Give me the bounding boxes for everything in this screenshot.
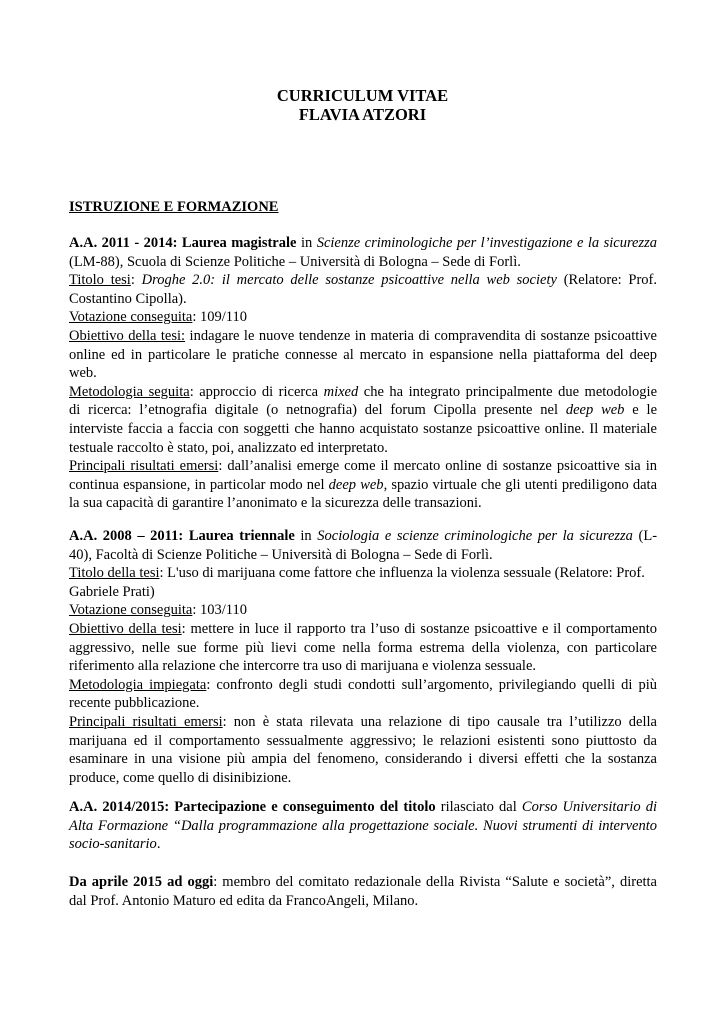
entry-line: Gabriele Prati): [69, 583, 155, 600]
entry-line: marijuana ed il comportamento sessualmente aggressivo; le relazioni esistenti sono piuttosto da: [69, 732, 657, 749]
entry-line: produce, come quello di disinibizione.: [69, 769, 292, 786]
grade-value: : 109/110: [192, 309, 248, 326]
entry-line: Obiettivo della tesi: mettere in luce il rapporto tra l’uso di sostanze psicoattive e il comportamento: [69, 620, 658, 637]
entry-line: A.A. 2014/2015: Partecipazione e conseguimento del titolo rilasciato dal Corso Universitario di: [69, 799, 658, 815]
entry-period: A.A. 2008 – 2011:: [69, 528, 184, 544]
entry-line: recente pubblicazione.: [69, 695, 200, 712]
entry-laurea-magistrale: [69, 234, 657, 513]
entry-line: esaminare in una visione più ampia del fenomeno, considerando i diversi effetti che la sostanza: [69, 751, 657, 768]
entry-line: continua espansione, in particolar modo nel deep web, spazio virtuale che gli utenti prediligono data: [69, 476, 658, 493]
entry-line: Alta Formazione “Dalla programmazione alla progettazione sociale. Nuovi strumenti di intervento: [69, 817, 657, 834]
entry-line: A.A. 2011 - 2014: Laurea magistrale in Scienze criminologiche per l’investigazione e la sicurezza: [69, 235, 658, 251]
entry-line: interviste faccia a faccia con soggetti che hanno acquistato sostanze psicoattive online. Il materiale: [69, 420, 657, 437]
entry-line: di ricerca: l’etnografia digitale (o netnografia) del forum Cipolla presente nel deep web e le: [69, 402, 658, 419]
entry-line: socio-sanitario.: [69, 836, 161, 853]
method-label: Metodologia seguita: [69, 383, 190, 400]
person-name: FLAVIA ATZORI: [298, 105, 427, 124]
entry-rivista: [69, 873, 657, 910]
entry-line: (LM-88), Scuola di Scienze Politiche – Università di Bologna – Sede di Forlì.: [69, 253, 521, 270]
entry-line: Da aprile 2015 ad oggi: membro del comitato redazionale della Rivista “Salute e società”, diretta: [69, 874, 657, 890]
grade-label: Votazione conseguita: [69, 309, 193, 326]
entry-line: Principali risultati emersi: dall’analisi emerge come il mercato online di sostanze psicoattive sia in: [69, 458, 657, 475]
section-heading-education: ISTRUZIONE E FORMAZIONE: [69, 199, 279, 215]
entry-line: Costantino Cipolla).: [69, 290, 187, 307]
entry-line: la sua capacità di garantire l’anonimato e la sicurezza delle transazioni.: [69, 495, 482, 512]
course-name: Corso Universitario di: [521, 799, 658, 815]
entry-line: Principali risultati emersi: non è stata rilevata una relazione di tipo causale tra l’utilizzo della: [69, 713, 657, 730]
entry-period: A.A. 2011 - 2014:: [69, 235, 178, 251]
entry-line: online ed in particolare le pratiche connesse al mercato in espansione nella piattaforma del deep: [69, 346, 657, 363]
entry-period: Da aprile 2015 ad oggi: [69, 874, 214, 890]
grade-label: Votazione conseguita: [69, 602, 193, 619]
thesis-label: Titolo tesi: [69, 272, 131, 289]
thesis-label: Titolo della tesi: [69, 565, 160, 582]
method-label: Metodologia impiegata: [69, 676, 207, 693]
entry-line: aggressivo, nelle sue forme più lievi come nella forma estrema della violenza, con particolare: [69, 639, 657, 656]
entry-line: 40), Facoltà di Scienze Politiche – Università di Bologna – Sede di Forlì.: [69, 546, 493, 563]
course-name: Scienze criminologiche per l’investigazione e la sicurezza: [316, 235, 658, 251]
entry-line: Obiettivo della tesi: indagare le nuove tendenze in materia di compravendita di sostanze psicoattive: [69, 327, 657, 344]
entry-line: A.A. 2008 – 2011: Laurea triennale in Sociologia e scienze criminologiche per la sicurezza (L-: [69, 528, 658, 544]
entry-line: dal Prof. Antonio Maturo ed edita da FrancoAngeli, Milano.: [69, 892, 419, 909]
entry-line: testuale raccolto è stato, poi, analizzato ed interpretato.: [69, 439, 388, 456]
thesis-title: : L'uso di marijuana come fattore che influenza la violenza sessuale (Relatore: Prof.: [159, 565, 645, 582]
entry-line: [69, 564, 657, 583]
course-name: Sociologia e scienze criminologiche per la sicurezza: [317, 528, 633, 544]
entry-line: Metodologia impiegata: confronto degli studi condotti sull’argomento, privilegiando quelli di più: [69, 676, 657, 693]
document-title: CURRICULUM VITAE: [276, 86, 449, 105]
objective-label: Obiettivo della tesi:: [69, 327, 186, 344]
entry-laurea-triennale: [69, 527, 657, 787]
entry-corso-alta-formazione: [69, 798, 657, 854]
entry-line: Titolo tesi: Droghe 2.0: il mercato delle sostanze psicoattive nella web society (Relatore: Prof.: [69, 272, 658, 289]
objective-label: Obiettivo della tesi: [69, 620, 182, 637]
entry-line: riferimento alla relazione che intercorre tra uso di marijuana e violenza sessuale.: [69, 658, 537, 675]
results-label: Principali risultati emersi: [69, 713, 223, 730]
grade-value: : 103/110: [192, 602, 248, 619]
degree-name: Laurea triennale: [188, 528, 295, 544]
thesis-title: Droghe 2.0: il mercato delle sostanze psicoattive nella web society: [141, 272, 557, 289]
entry-line: [69, 601, 657, 620]
entry-period: A.A. 2014/2015: Partecipazione e conseguimento del titolo: [69, 799, 436, 815]
results-label: Principali risultati emersi: [69, 458, 219, 475]
entry-line: [69, 308, 657, 327]
entry-line: Metodologia seguita: approccio di ricerca mixed che ha integrato principalmente due metodologie: [69, 383, 658, 400]
entry-line: web.: [69, 365, 97, 382]
degree-name: Laurea magistrale: [181, 235, 297, 251]
